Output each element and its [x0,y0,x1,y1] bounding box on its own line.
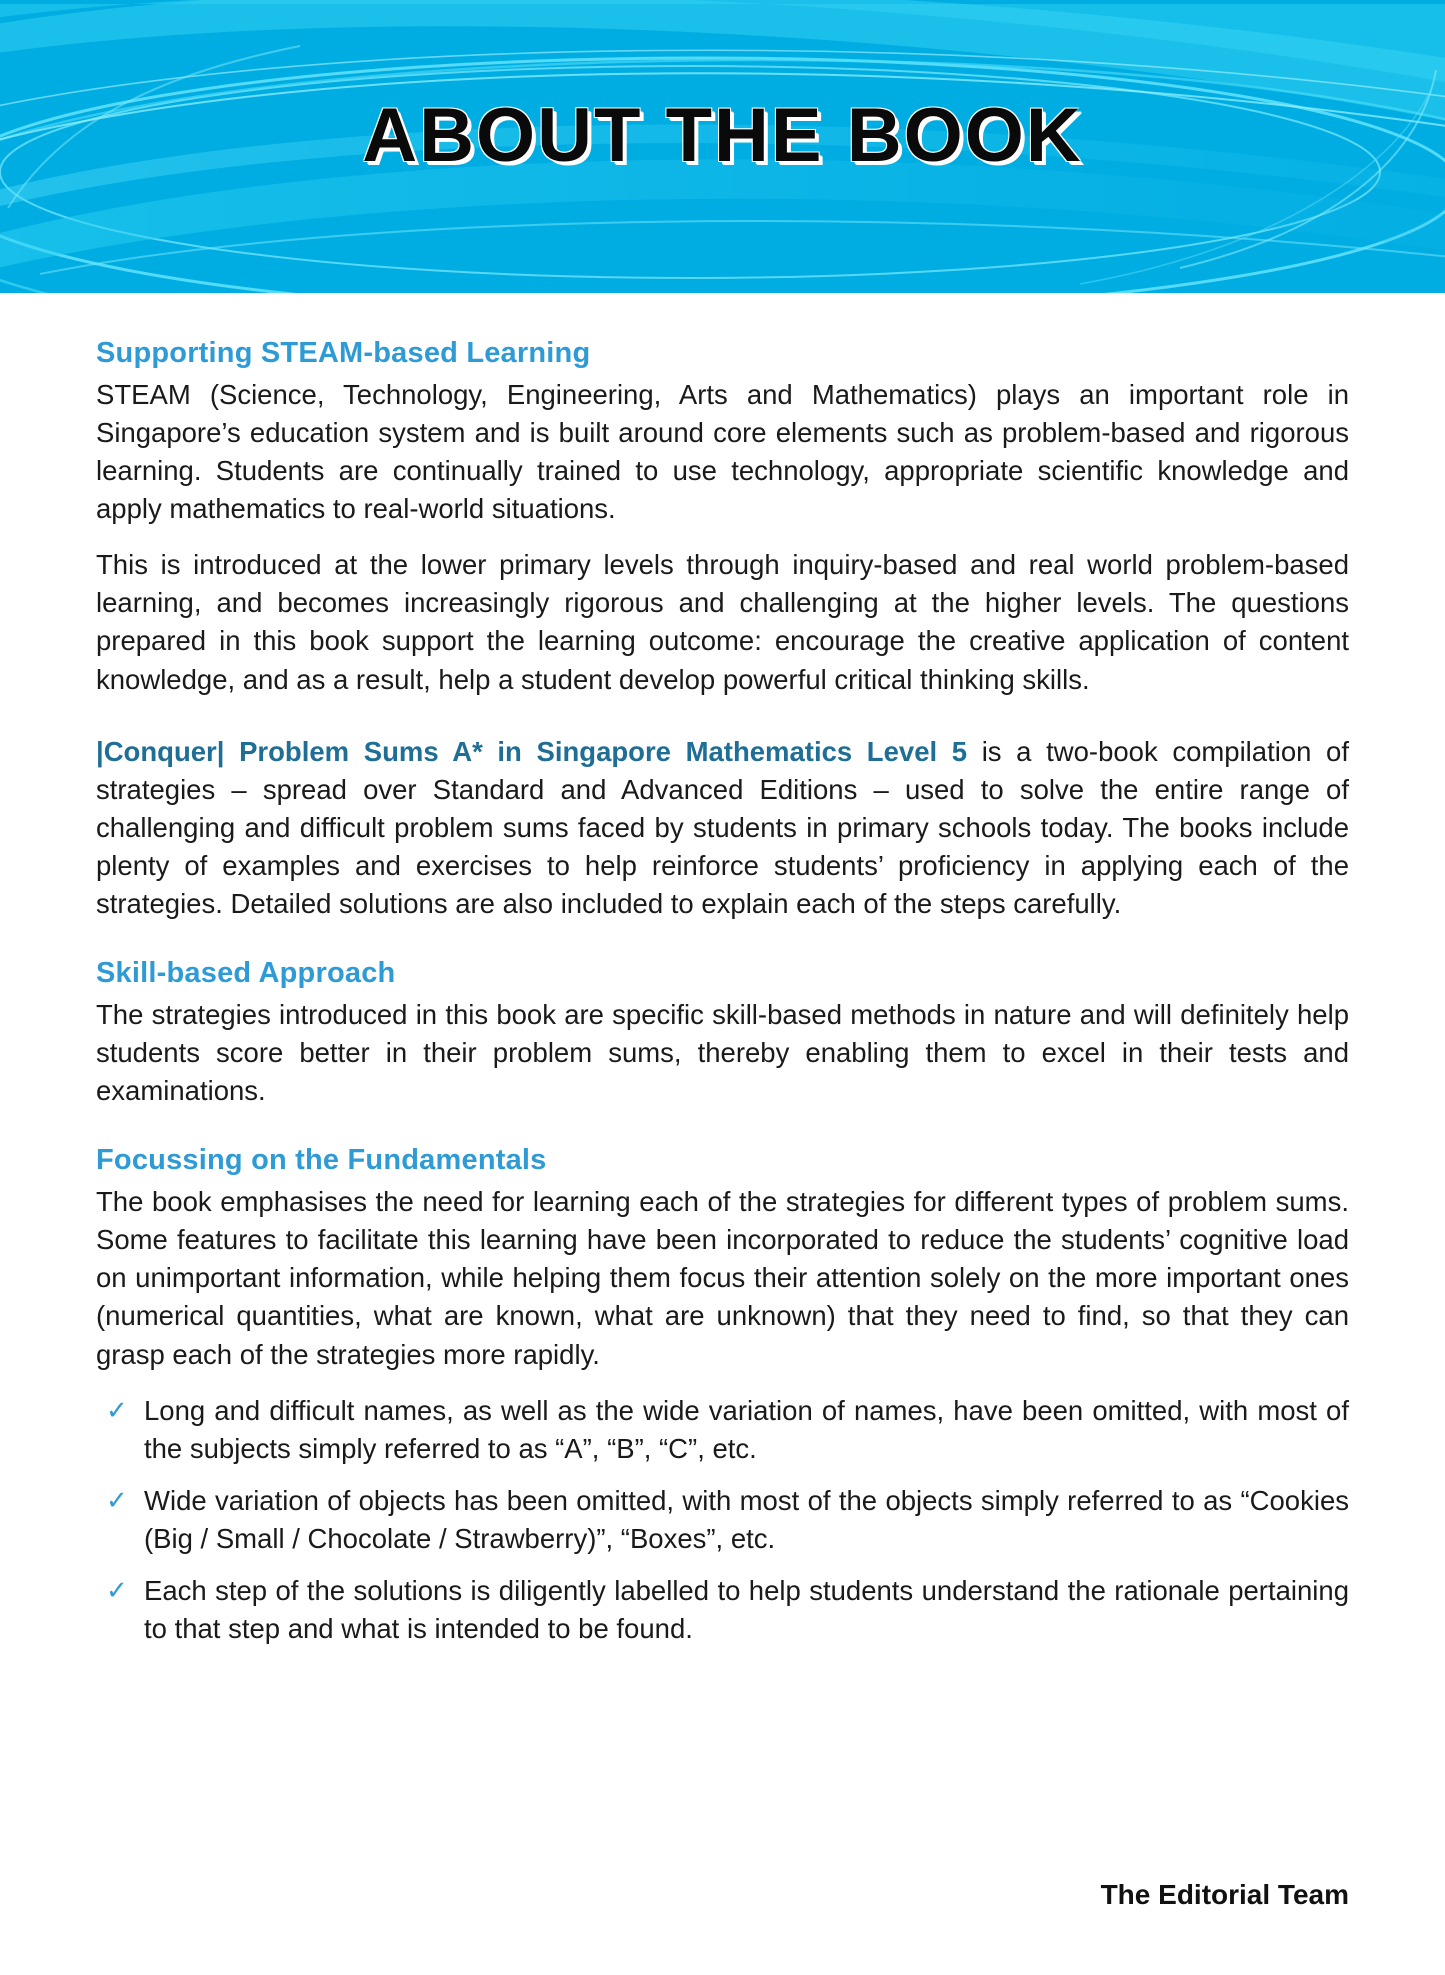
paragraph-steam-intro: STEAM (Science, Technology, Engineering, Arts and Mathematics) plays an important role in Singapore’s education system and is built around core elements such as problem-based and rigorous learning. Students are continually trained to use technology, appropriate scientific knowledge and apply mathematics to real-world situations. [96,379,1349,525]
list-item [96,1572,1349,1648]
section-heading-supporting-steam: Supporting STEAM-based Learning [96,337,591,369]
banner-title-container [0,0,1445,293]
document-content [0,293,1445,1648]
list-item [96,1392,1349,1468]
section-heading-skill-based-approach: Skill-based Approach [96,957,396,990]
paragraph-skill-based: The strategies introduced in this book are specific skill-based methods in nature and will definitely help students score better in their problem sums, thereby enabling them to excel in their tests and examinations. [96,999,1349,1107]
paragraph-fundamentals: The book emphasises the need for learning each of the strategies for different types of problem sums. Some features to facilitate this learning have been incorporated to reduce the students’ cognitive load on unimportant information, while helping them focus their attention solely on the more important ones (numerical quantities, what are known, what are unknown) that they need to find, so that they can grasp each of the strategies more rapidly. [96,1186,1349,1370]
check-icon: ✓ [106,1574,128,1605]
list-item-text: Wide variation of objects has been omitted, with most of the objects simply referred to as “Cookies (Big / Small / Chocolate / Strawberry)”, “Boxes”, etc. [144,1484,1349,1554]
feature-check-list [96,1392,1349,1648]
section-skill-based-approach [96,957,1349,1110]
section-conquer-product [96,733,1349,923]
section-supporting-steam [96,337,1349,699]
paragraph-steam-lower-primary: This is introduced at the lower primary levels through inquiry-based and real world problem-based learning, and becomes increasingly rigorous and challenging at the higher levels. The questions prepared in this book support the learning outcome: encourage the creative application of content knowledge, and as a result, help a student develop powerful critical thinking skills. [96,549,1349,695]
paragraph-conquer [96,733,1349,923]
list-item-text: Long and difficult names, as well as the wide variation of names, have been omitted, with most of the subjects simply referred to as “A”, “B”, “C”, etc. [144,1394,1349,1464]
page-banner [0,0,1445,293]
page-title: ABOUT THE BOOK [362,93,1083,178]
check-icon: ✓ [106,1484,128,1515]
list-item-text: Each step of the solutions is diligently labelled to help students understand the rationale pertaining to that step and what is intended to be found. [144,1574,1349,1645]
page-footer [96,1879,1349,1911]
product-title: |Conquer| Problem Sums A* in Singapore Mathematics Level 5 [96,735,968,767]
product-description: is a two-book compilation of strategies – spread over Standard and Advanced Editions – used to solve the entire range of challenging and difficult problem sums faced by students in primary schools today. The books include plenty of examples and exercises to help reinforce students’ proficiency in applying each of the strategies. Detailed solutions are also included to explain each of the steps carefully. [96,735,1349,919]
check-icon: ✓ [106,1394,128,1425]
list-item [96,1482,1349,1558]
editorial-signature: The Editorial Team [1100,1879,1349,1910]
section-focussing-fundamentals [96,1144,1349,1648]
section-heading-focussing-fundamentals: Focussing on the Fundamentals [96,1144,547,1177]
